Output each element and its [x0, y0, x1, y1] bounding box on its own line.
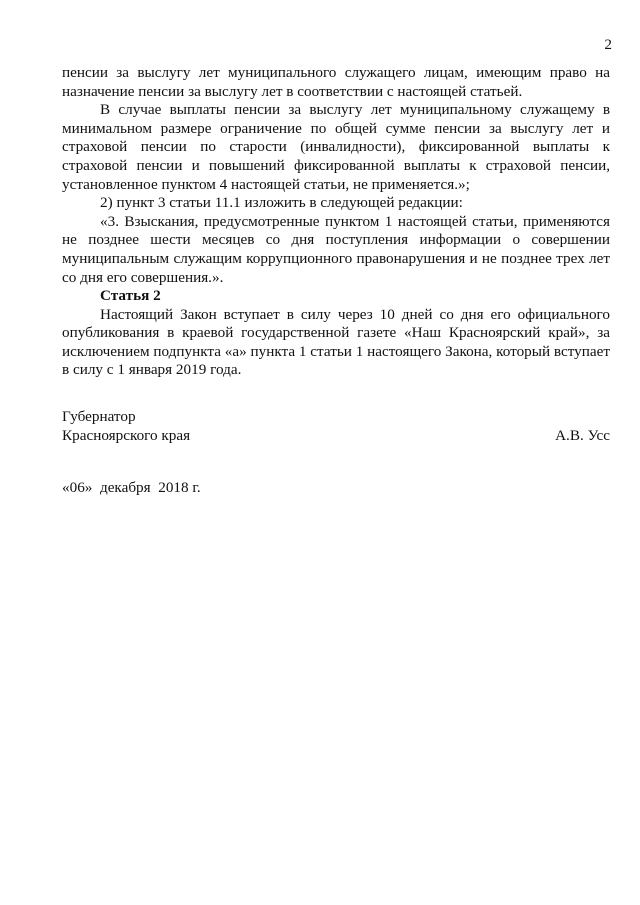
signature-block	[62, 408, 610, 446]
article-2	[62, 287, 610, 380]
paragraph-pension-entitlement: пенсии за выслугу лет муниципального служащего лицам, имеющим право на назначение пенсии за выслугу лет в соответствии с настоящей статьей.	[62, 64, 610, 100]
signatory-title-line1: Губернатор	[62, 408, 136, 425]
paragraph-penalties: «3. Взыскания, предусмотренные пунктом 1 настоящей статьи, применяются не позднее шести месяцев со дня поступления информации о совершении муниципальным служащим коррупционного правонарушения и не позднее трех лет со дня его совершения.».	[62, 212, 610, 286]
article-2-heading: Статья 2	[100, 287, 161, 304]
article-2-text: Настоящий Закон вступает в силу через 10 дней со дня его официального опубликования в краевой государственной газете «Наш Красноярский край», за исключением подпункта «а» пункта 1 статьи 1 настоящего Закона, который вступает в силу с 1 января 2019 года.	[62, 305, 610, 379]
signatory-title-line2: Красноярского края	[62, 427, 191, 444]
page-number: 2	[604, 36, 612, 53]
document-date: «06» декабря 2018 г.	[62, 479, 201, 496]
signatory-name: А.В. Усс	[555, 427, 610, 444]
article1-continuation	[62, 64, 610, 287]
paragraph-minimum-pension: В случае выплаты пенсии за выслугу лет муниципальному служащему в минимальном размере ограничение по общей сумме пенсии за выслугу лет и страховой пенсии по старости (инвалидности), фиксированной выплаты к страховой пенсии и повышений фиксированной выплаты к страховой пенсии, установленное пунктом 4 настоящей статьи, не применяется.»;	[62, 101, 610, 193]
paragraph-amendment-item-2: 2) пункт 3 статьи 11.1 изложить в следующей редакции:	[100, 194, 463, 212]
